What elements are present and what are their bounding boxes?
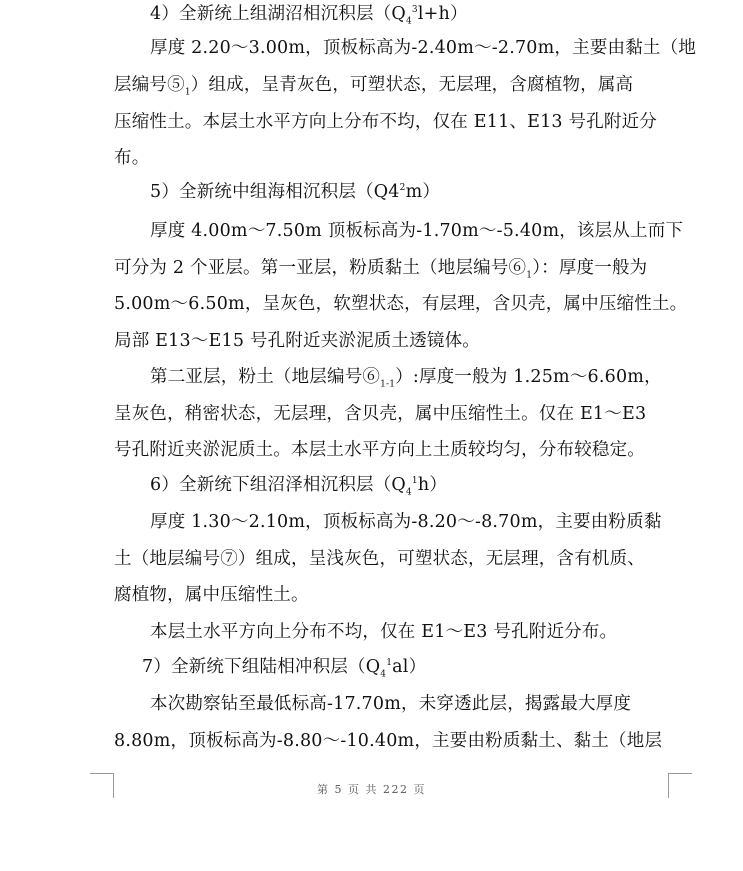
paragraph-line: 号孔附近夹淤泥质土。本层土水平方向上土质较均匀，分布较稳定。 <box>114 440 645 460</box>
section-heading-6: 6）全新统下组沼泽相沉积层$(Q_4^1h)$ <box>150 475 448 498</box>
section-heading-4: 4）全新统上组湖沼相沉积层$(Q_4^3l+h)$ <box>150 4 468 27</box>
paragraph-line: 局部 E13～E15 号孔附近夹淤泥质土透镜体。 <box>114 331 481 351</box>
paragraph-line: 土（地层编号⑦）组成，呈浅灰色，可塑状态，无层理，含有机质、 <box>114 549 645 569</box>
page-number-footer: 第 5 页 共 222 页 <box>317 783 426 796</box>
paragraph-line: 本次勘察钻至最低标高-17.70m，未穿透此层，揭露最大厚度 <box>150 694 632 714</box>
crop-mark-right-horizontal <box>668 773 692 774</box>
paragraph-line: 压缩性土。本层土水平方向上分布不均，仅在 E11、E13 号孔附近分 <box>114 112 658 132</box>
paragraph-line: 厚度 2.20～3.00m，顶板标高为-2.40m～-2.70m，主要由黏土（地 <box>150 38 697 58</box>
paragraph-line: 本层土水平方向上分布不均，仅在 E1～E3 号孔附近分布。 <box>150 622 618 642</box>
paragraph-line: 呈灰色，稍密状态，无层理，含贝壳，属中压缩性土。仅在 E1～E3 <box>114 404 647 424</box>
paragraph-line: 第二亚层，粉土（地层编号$⑥_{1-1}$）:厚度一般为 1.25m～6.60m， <box>150 367 662 390</box>
paragraph-line: 腐植物，属中压缩性土。 <box>114 585 309 605</box>
paragraph-line: 厚度 4.00m～7.50m 顶板标高为-1.70m～-5.40m，该层从上而下 <box>150 221 684 241</box>
paragraph-line: 布。 <box>114 148 150 168</box>
section-heading-7: 7）全新统下组陆相冲积层$(Q_4^1al)$ <box>142 657 427 680</box>
section-heading-5: 5）全新统中组海相沉积层$(Q4^2m)$ <box>150 182 441 202</box>
paragraph-line: 厚度 1.30～2.10m，顶板标高为-8.20～-8.70m，主要由粉质黏 <box>150 512 662 532</box>
paragraph-line: 可分为 2 个亚层。第一亚层，粉质黏土（地层编号$⑥_1$）：厚度一般为 <box>114 258 648 281</box>
crop-mark-left-horizontal <box>90 773 114 774</box>
paragraph-line: 5.00m～6.50m，呈灰色，软塑状态，有层理，含贝壳，属中压缩性土。 <box>114 294 688 314</box>
paragraph-line: 8.80m，顶板标高为-8.80～-10.40m，主要由粉质黏土、黏土（地层 <box>114 731 663 751</box>
paragraph-line: 层编号$⑤_1$）组成，呈青灰色，可塑状态，无层理，含腐植物，属高 <box>114 75 634 98</box>
